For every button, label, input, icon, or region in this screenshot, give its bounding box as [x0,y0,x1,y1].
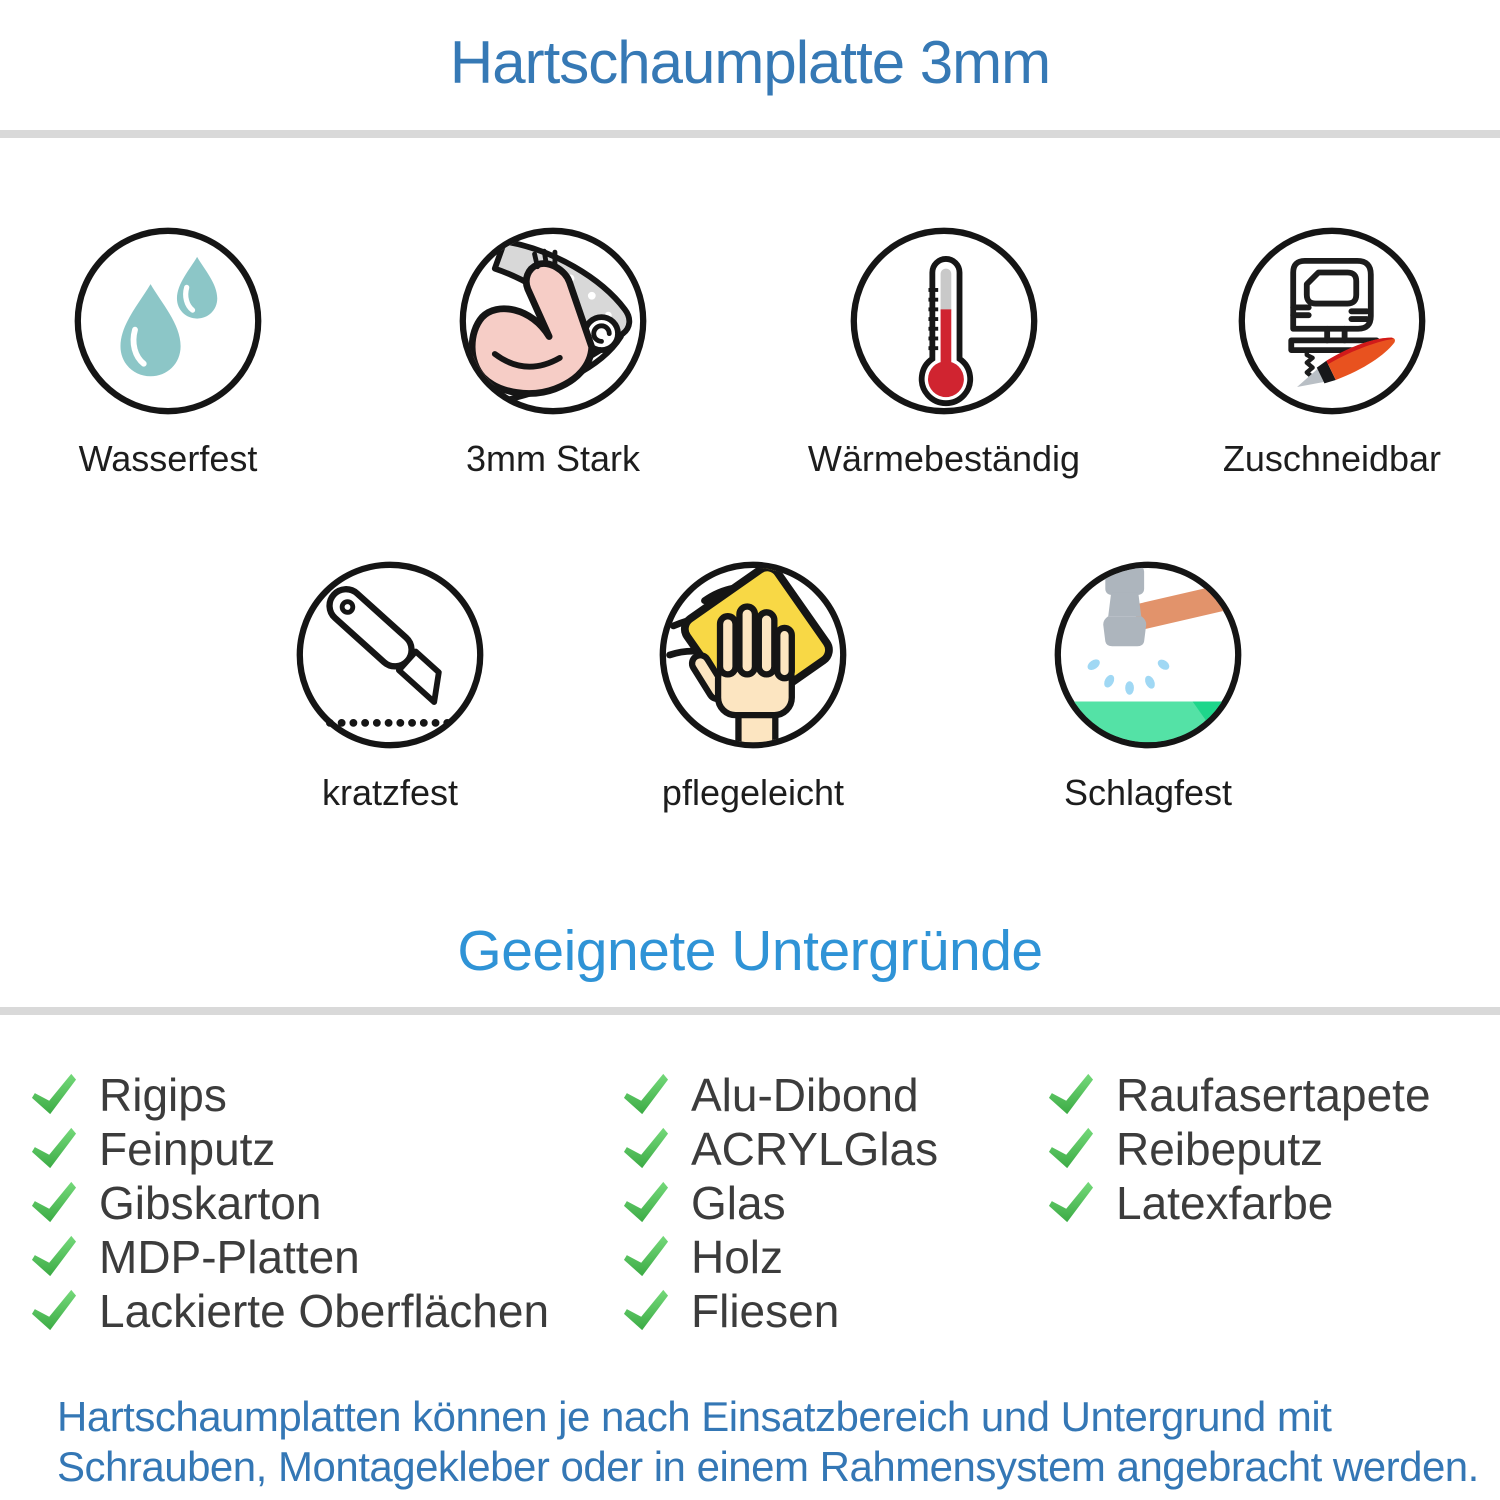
list-item-label: Latexfarbe [1116,1177,1334,1229]
list-item [623,1068,938,1122]
checkmark-icon [31,1072,77,1118]
list-item [1048,1176,1431,1230]
list-item-label: Lackierte Oberflächen [99,1285,550,1337]
page-title: Hartschaumplatte 3mm [449,29,1051,96]
list-item-label: Feinputz [99,1123,276,1175]
list-item [1048,1122,1431,1176]
feature-zuschneidbar [1172,224,1492,480]
checkmark-icon [623,1126,669,1172]
list-item-label: Alu-Dibond [691,1069,919,1121]
list-item-label: Gibskarton [99,1177,322,1229]
checkmark-icon [623,1072,669,1118]
feature-schlagfest [988,558,1308,814]
list-item [31,1176,549,1230]
feature-label: pflegeleicht [661,772,845,813]
feature-label: 3mm Stark [465,438,641,479]
list-item-label: Reibeputz [1116,1123,1324,1175]
utility-knife-icon [293,558,487,752]
feature-label: Schlagfest [1063,772,1233,813]
list-item [31,1068,549,1122]
checkmark-icon [623,1180,669,1226]
list-item [623,1176,938,1230]
substrates-column-2 [623,1068,938,1338]
checkmark-icon [1048,1180,1094,1226]
checkmark-icon [1048,1126,1094,1172]
divider-middle [0,1007,1500,1015]
footer-line-1: Hartschaumplatten können je nach Einsatzbereich und Untergrund mit [57,1393,1332,1440]
list-item [623,1284,938,1338]
hammer-impact-icon [1051,558,1245,752]
list-item [31,1230,549,1284]
cleaning-hand-icon [656,558,850,752]
checkmark-icon [31,1288,77,1334]
list-item-label: Raufasertapete [1116,1069,1431,1121]
list-item [31,1284,549,1338]
feature-kratzfest [230,558,550,814]
jigsaw-cutter-icon [1235,224,1429,418]
divider-top [0,130,1500,138]
checkmark-icon [31,1180,77,1226]
feature-label: Wärmebeständig [807,438,1081,479]
list-item-label: MDP-Platten [99,1231,360,1283]
list-item [623,1122,938,1176]
feature-waermebestaendig [784,224,1104,480]
checkmark-icon [1048,1072,1094,1118]
feature-pflegeleicht [593,558,913,814]
feature-label: kratzfest [321,772,459,813]
checkmark-icon [31,1234,77,1280]
list-item [31,1122,549,1176]
feature-label: Zuschneidbar [1222,438,1442,479]
list-item-label: ACRYLGlas [691,1123,939,1175]
feature-wasserfest [8,224,328,480]
muscle-arm-icon [456,224,650,418]
list-item-label: Rigips [99,1069,227,1121]
list-item-label: Fliesen [691,1285,840,1337]
checkmark-icon [623,1288,669,1334]
feature-label: Wasserfest [78,438,258,479]
checkmark-icon [31,1126,77,1172]
thermometer-icon [847,224,1041,418]
list-item-label: Glas [691,1177,786,1229]
list-item [623,1230,938,1284]
substrates-column-3 [1048,1068,1431,1230]
substrates-column-1 [31,1068,549,1338]
feature-3mm-stark [393,224,713,480]
footer-line-2: Schrauben, Montagekleber oder in einem Rahmensystem angebracht werden. [57,1443,1479,1490]
checkmark-icon [623,1234,669,1280]
list-item [1048,1068,1431,1122]
footer-note [57,1392,1479,1492]
water-drops-icon [71,224,265,418]
list-item-label: Holz [691,1231,784,1283]
section-title: Geeignete Untergründe [457,919,1043,983]
